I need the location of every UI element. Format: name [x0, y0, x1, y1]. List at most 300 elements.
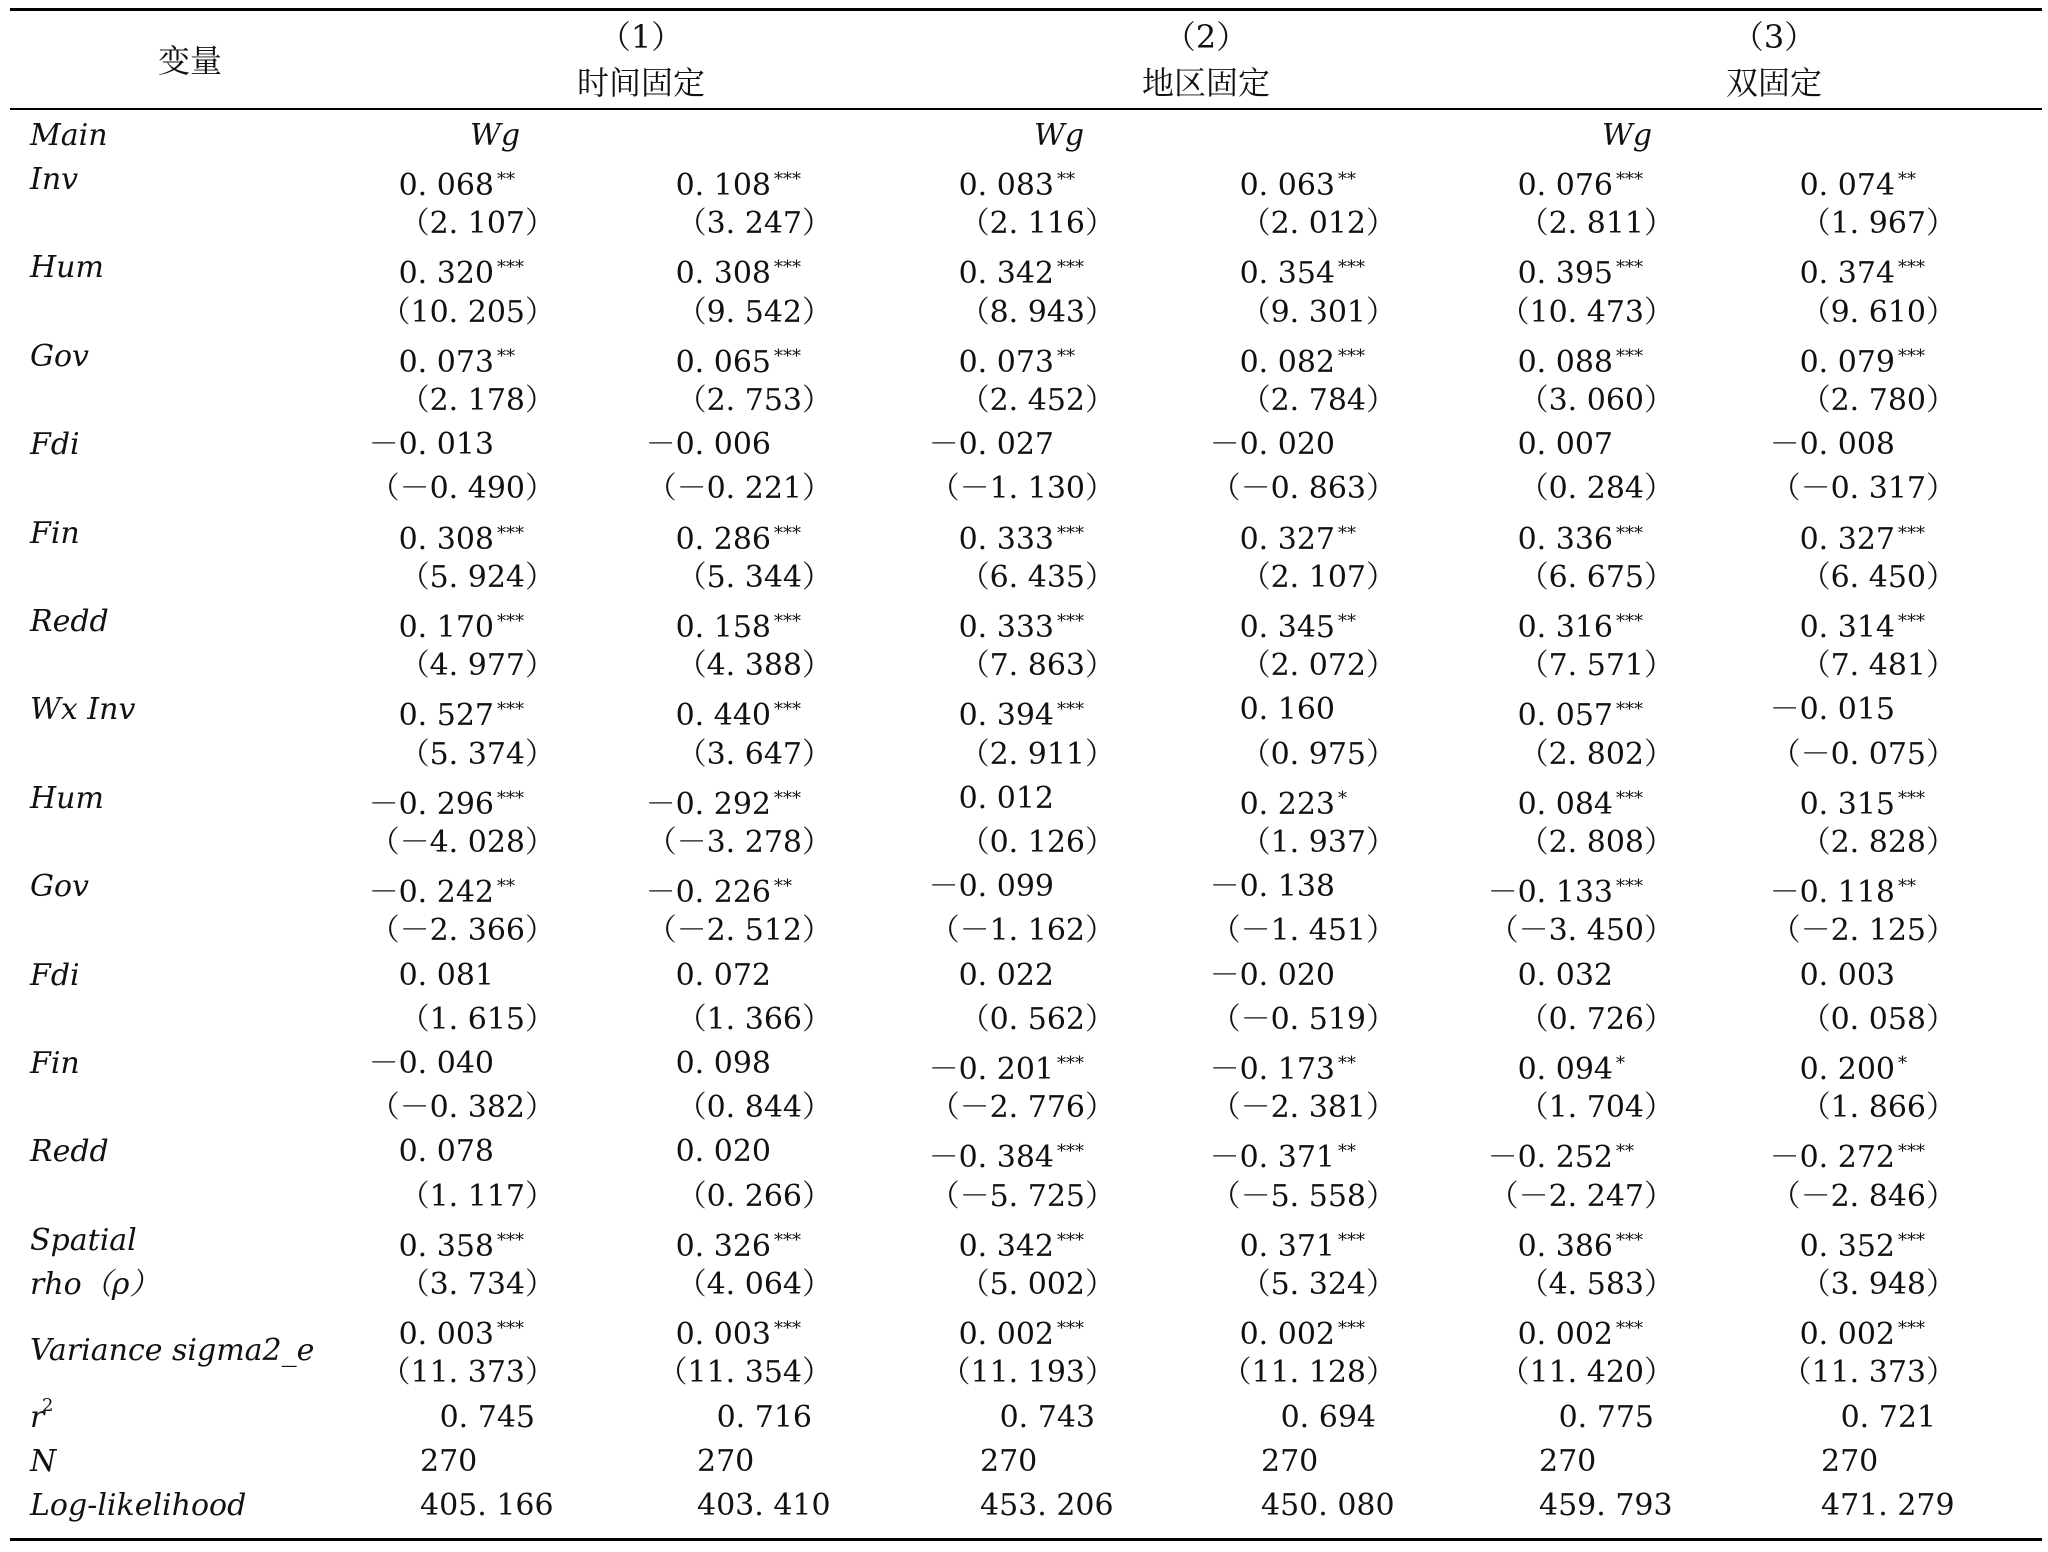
coefficient-value: 0. 002	[1799, 1317, 1895, 1353]
coefficient-cell	[592, 1130, 812, 1174]
standard-error-cell: （－1. 130）	[929, 471, 1115, 507]
coefficient-value: 0. 002	[1517, 1317, 1613, 1353]
coefficient-value: －0. 226	[645, 875, 771, 911]
significance-stars: ***	[1616, 1229, 1643, 1251]
significance-stars: ***	[497, 522, 524, 544]
significance-stars: *	[1338, 787, 1347, 809]
standard-error-cell: （2. 753）	[676, 383, 832, 418]
significance-stars: ***	[497, 1318, 524, 1340]
coefficient-value: 0. 057	[1517, 698, 1613, 734]
standard-error-cell: （1. 366）	[676, 1001, 832, 1037]
significance-stars: **	[497, 169, 515, 190]
standard-error-row	[10, 202, 2042, 246]
standard-error-cell: （9. 542）	[676, 294, 832, 330]
row-label: Hum	[30, 250, 104, 286]
coefficient-cell	[1156, 1307, 1376, 1357]
coefficient-cell	[315, 954, 535, 998]
statistic-cell: 471. 279	[1821, 1488, 1955, 1523]
coefficient-value: 0. 079	[1799, 344, 1895, 380]
coefficient-cell	[1434, 1219, 1654, 1269]
standard-error-cell: （7. 481）	[1800, 648, 1956, 684]
coefficient-value: 0. 308	[398, 521, 494, 557]
standard-error-cell: （－0. 382）	[369, 1090, 555, 1126]
coefficient-cell	[1156, 423, 1376, 467]
standard-error-row	[10, 644, 2042, 688]
standard-error-cell: （2. 802）	[1518, 736, 1674, 772]
coefficient-value: 0. 082	[1239, 344, 1335, 380]
significance-stars: ***	[1898, 522, 1925, 544]
row-label: Log-likelihood	[30, 1488, 247, 1523]
coefficient-cell	[592, 158, 812, 208]
statistic-cell: 270	[420, 1443, 478, 1479]
standard-error-cell: （－2. 381）	[1210, 1090, 1396, 1126]
coefficient-value: －0. 099	[928, 869, 1054, 905]
coefficient-cell	[1716, 600, 1936, 650]
column-label: 双固定	[1725, 64, 1822, 102]
standard-error-cell: （5. 924）	[399, 559, 555, 595]
coefficient-value: －0. 015	[1769, 692, 1895, 728]
standard-error-cell: （5. 324）	[1240, 1267, 1396, 1302]
coefficient-value: 0. 327	[1799, 521, 1895, 557]
standard-error-cell: （1. 937）	[1240, 825, 1396, 860]
standard-error-cell: （3. 247）	[676, 206, 832, 242]
significance-stars: ***	[497, 1229, 524, 1251]
column-number: （3）	[1731, 18, 1817, 56]
standard-error-cell: （0. 058）	[1800, 1001, 1956, 1037]
coefficient-value: 0. 308	[675, 256, 771, 292]
coefficient-value: －0. 006	[645, 427, 771, 463]
coefficient-value: －0. 371	[1209, 1140, 1335, 1176]
coefficient-value: 0. 371	[1239, 1228, 1335, 1264]
standard-error-cell: （1. 615）	[399, 1001, 555, 1037]
significance-stars: **	[1898, 169, 1916, 190]
standard-error-cell: （10. 473）	[1499, 294, 1674, 330]
significance-stars: ***	[1898, 257, 1925, 279]
coefficient-value: 0. 012	[958, 780, 1054, 816]
coefficient-cell	[1716, 512, 1936, 562]
significance-stars: ***	[1616, 1318, 1643, 1340]
significance-stars: ***	[1898, 1318, 1925, 1340]
standard-error-cell: （3. 647）	[676, 736, 832, 772]
coefficient-cell	[1156, 1042, 1376, 1092]
coefficient-cell	[592, 1307, 812, 1357]
coefficient-cell	[1716, 1307, 1936, 1357]
significance-stars: ***	[1616, 522, 1643, 544]
coefficient-cell	[592, 1219, 812, 1269]
standard-error-row	[10, 1351, 2042, 1395]
coefficient-row	[10, 1130, 2042, 1174]
standard-error-row	[10, 467, 2042, 511]
coefficient-value: 0. 316	[1517, 610, 1613, 645]
coefficient-value: －0. 027	[928, 427, 1054, 463]
coefficient-cell	[875, 1130, 1095, 1180]
coefficient-cell	[592, 1042, 812, 1086]
significance-stars: ***	[1616, 787, 1643, 809]
coefficient-value: 0. 342	[958, 1228, 1054, 1264]
standard-error-cell: （2. 116）	[959, 206, 1115, 242]
standard-error-cell: （2. 784）	[1240, 383, 1396, 418]
standard-error-cell: （－3. 450）	[1488, 913, 1674, 949]
coefficient-value: －0. 242	[368, 875, 494, 911]
standard-error-cell: （2. 107）	[399, 206, 555, 242]
standard-error-row	[10, 998, 2042, 1042]
coefficient-value: 0. 088	[1517, 344, 1613, 380]
coefficient-value: 0. 081	[398, 957, 494, 993]
significance-stars: **	[497, 876, 515, 898]
coefficient-cell	[875, 512, 1095, 562]
coefficient-value: －0. 040	[368, 1046, 494, 1081]
statistic-cell: 0. 745	[439, 1399, 535, 1435]
coefficient-cell	[315, 1042, 535, 1086]
column-number: （2）	[1163, 18, 1249, 56]
statistic-row	[10, 1484, 2042, 1528]
significance-stars: ***	[1616, 257, 1643, 279]
significance-stars: ***	[1057, 1141, 1084, 1163]
row-label: Gov	[30, 338, 89, 374]
coefficient-value: 0. 002	[958, 1317, 1054, 1353]
standard-error-cell: （－0. 075）	[1770, 736, 1956, 772]
standard-error-cell: （3. 734）	[399, 1267, 555, 1302]
row-label: Redd	[30, 604, 109, 639]
statistic-cell: 0. 721	[1840, 1399, 1936, 1435]
standard-error-cell: （9. 610）	[1800, 294, 1956, 330]
coefficient-row	[10, 600, 2042, 644]
standard-error-cell: （2. 808）	[1518, 825, 1674, 860]
standard-error-cell: （11. 354）	[657, 1355, 832, 1391]
coefficient-cell	[315, 246, 535, 296]
coefficient-cell	[1434, 423, 1654, 467]
standard-error-cell: （－0. 519）	[1210, 1001, 1396, 1037]
row-label: Spatial	[30, 1222, 137, 1258]
coefficient-row	[10, 246, 2042, 290]
significance-stars: ***	[1338, 257, 1365, 279]
coefficient-value: 0. 068	[398, 168, 494, 203]
statistic-cell: 270	[1821, 1443, 1879, 1479]
statistic-cell: 450. 080	[1261, 1488, 1395, 1523]
statistic-cell: 0. 775	[1558, 1399, 1654, 1435]
coefficient-value: 0. 002	[1239, 1317, 1335, 1353]
standard-error-cell: （2. 107）	[1240, 559, 1396, 595]
coefficient-cell	[1434, 777, 1654, 827]
standard-error-cell: （－2. 846）	[1770, 1178, 1956, 1214]
significance-stars: ***	[1898, 345, 1925, 367]
coefficient-value: －0. 272	[1769, 1140, 1895, 1176]
coefficient-cell	[592, 600, 812, 650]
significance-stars: ***	[1616, 611, 1643, 632]
standard-error-cell: （11. 193）	[940, 1355, 1115, 1391]
coefficient-value: 0. 078	[398, 1134, 494, 1170]
statistic-cell: 0. 694	[1280, 1399, 1376, 1435]
coefficient-cell	[875, 688, 1095, 738]
standard-error-cell: （2. 452）	[959, 383, 1115, 418]
standard-error-cell: （11. 373）	[1781, 1355, 1956, 1391]
coefficient-cell	[1716, 688, 1936, 732]
significance-stars: ***	[774, 1229, 801, 1251]
significance-stars: **	[497, 345, 515, 367]
coefficient-cell	[875, 1219, 1095, 1269]
coefficient-value: 0. 094	[1517, 1052, 1613, 1087]
standard-error-cell: （2. 828）	[1800, 825, 1956, 860]
significance-stars: ***	[1338, 345, 1365, 367]
coefficient-value: －0. 118	[1769, 875, 1895, 911]
standard-error-cell: （4. 583）	[1518, 1267, 1674, 1302]
coefficient-value: －0. 201	[928, 1052, 1054, 1087]
coefficient-row	[10, 423, 2042, 467]
coefficient-cell	[1156, 1219, 1376, 1269]
coefficient-cell	[592, 777, 812, 827]
row-label: Fin	[30, 1046, 80, 1081]
coefficient-cell	[1434, 688, 1654, 738]
coefficient-cell	[592, 865, 812, 915]
standard-error-cell: （7. 863）	[959, 648, 1115, 684]
coefficient-cell	[315, 1130, 535, 1174]
standard-error-row	[10, 909, 2042, 953]
significance-stars: ***	[1338, 1318, 1365, 1340]
row-label: Wx Inv	[30, 692, 136, 728]
standard-error-cell: （－3. 278）	[646, 825, 832, 860]
coefficient-value: 0. 327	[1239, 521, 1335, 557]
coefficient-value: 0. 374	[1799, 256, 1895, 292]
statistic-cell: 270	[697, 1443, 755, 1479]
coefficient-value: 0. 098	[675, 1046, 771, 1081]
standard-error-cell: （－5. 725）	[929, 1178, 1115, 1214]
coefficient-cell	[1434, 1130, 1654, 1180]
significance-stars: **	[1338, 522, 1356, 544]
statistic-cell: 0. 743	[999, 1399, 1095, 1435]
coefficient-row	[10, 688, 2042, 732]
coefficient-cell	[1434, 1307, 1654, 1357]
coefficient-row	[10, 512, 2042, 556]
statistic-cell: 405. 166	[420, 1488, 554, 1523]
coefficient-value: 0. 333	[958, 521, 1054, 557]
row-label: rho（ρ）	[30, 1267, 160, 1302]
group-label: Wg	[1034, 118, 1085, 153]
coefficient-value: 0. 003	[675, 1317, 771, 1353]
variable-header: 变量	[157, 42, 222, 80]
row-label: r	[30, 1399, 45, 1435]
standard-error-cell: （0. 284）	[1518, 471, 1674, 507]
coefficient-row	[10, 335, 2042, 379]
standard-error-cell: （5. 344）	[676, 559, 832, 595]
standard-error-cell: （6. 450）	[1800, 559, 1956, 595]
significance-stars: ***	[1338, 1229, 1365, 1251]
standard-error-cell: （11. 128）	[1221, 1355, 1396, 1391]
standard-error-cell: （－2. 247）	[1488, 1178, 1674, 1214]
standard-error-cell: （0. 562）	[959, 1001, 1115, 1037]
coefficient-value: 0. 072	[675, 957, 771, 993]
row-label: Fdi	[30, 957, 80, 993]
coefficient-cell	[1716, 1130, 1936, 1180]
coefficient-cell	[1716, 158, 1936, 208]
coefficient-cell	[592, 688, 812, 738]
coefficient-cell	[875, 1307, 1095, 1357]
standard-error-cell: （－0. 863）	[1210, 471, 1396, 507]
significance-stars: ***	[1057, 699, 1084, 721]
coefficient-cell	[315, 600, 535, 650]
coefficient-value: 0. 158	[675, 610, 771, 645]
standard-error-cell: （3. 948）	[1800, 1267, 1956, 1302]
significance-stars: ***	[1616, 345, 1643, 367]
standard-error-cell: （11. 420）	[1499, 1355, 1674, 1391]
coefficient-value: 0. 073	[398, 344, 494, 380]
coefficient-value: －0. 138	[1209, 869, 1335, 905]
coefficient-value: 0. 320	[398, 256, 494, 292]
coefficient-cell	[875, 335, 1095, 385]
standard-error-cell: （0. 266）	[676, 1178, 832, 1214]
coefficient-value: 0. 032	[1517, 957, 1613, 993]
standard-error-cell: （－2. 512）	[646, 913, 832, 949]
coefficient-value: 0. 223	[1239, 786, 1335, 822]
coefficient-cell	[1716, 865, 1936, 915]
column-label: 时间固定	[576, 64, 705, 102]
standard-error-cell: （0. 126）	[959, 825, 1115, 860]
coefficient-cell	[592, 423, 812, 467]
statistic-row	[10, 1440, 2042, 1484]
column-label: 地区固定	[1141, 64, 1270, 102]
standard-error-row	[10, 291, 2042, 335]
standard-error-row	[10, 1175, 2042, 1219]
coefficient-cell	[1434, 335, 1654, 385]
coefficient-cell	[1156, 246, 1376, 296]
statistic-cell: 0. 716	[716, 1399, 812, 1435]
standard-error-cell: （9. 301）	[1240, 294, 1396, 330]
coefficient-cell	[315, 777, 535, 827]
standard-error-row	[10, 1086, 2042, 1130]
standard-error-cell: （0. 844）	[676, 1090, 832, 1126]
significance-stars: **	[1338, 169, 1356, 190]
row-label: Gov	[30, 869, 89, 905]
coefficient-cell	[1156, 512, 1376, 562]
standard-error-cell: （0. 726）	[1518, 1001, 1674, 1037]
coefficient-value: 0. 003	[398, 1317, 494, 1353]
group-label: Wg	[470, 118, 521, 153]
coefficient-cell	[315, 865, 535, 915]
header-rule	[10, 108, 2042, 110]
statistic-cell: 270	[1261, 1443, 1319, 1479]
significance-stars: ***	[1616, 876, 1643, 898]
row-label: Variance sigma2_e	[30, 1333, 315, 1369]
coefficient-value: 0. 333	[958, 610, 1054, 645]
significance-stars: ***	[1898, 787, 1925, 809]
coefficient-value: 0. 336	[1517, 521, 1613, 557]
coefficient-cell	[1434, 158, 1654, 208]
statistic-cell: 403. 410	[697, 1488, 831, 1523]
coefficient-cell	[1716, 1042, 1936, 1092]
bottom-rule	[10, 1538, 2042, 1541]
standard-error-cell: （2. 911）	[959, 736, 1115, 772]
coefficient-cell	[592, 335, 812, 385]
standard-error-cell: （－2. 366）	[369, 913, 555, 949]
significance-stars: **	[1057, 169, 1075, 190]
standard-error-cell: （2. 072）	[1240, 648, 1396, 684]
coefficient-cell	[315, 335, 535, 385]
significance-stars: ***	[497, 699, 524, 721]
significance-stars: ***	[1057, 611, 1084, 632]
standard-error-cell: （7. 571）	[1518, 648, 1674, 684]
row-label: Hum	[30, 780, 104, 816]
coefficient-value: 0. 527	[398, 698, 494, 734]
coefficient-value: －0. 133	[1487, 875, 1613, 911]
coefficient-cell	[875, 954, 1095, 998]
row-label: Redd	[30, 1134, 109, 1170]
coefficient-cell	[1434, 1042, 1654, 1092]
significance-stars: *	[1616, 1053, 1625, 1074]
coefficient-value: 0. 200	[1799, 1052, 1895, 1087]
statistic-cell: 453. 206	[980, 1488, 1114, 1523]
coefficient-cell	[1156, 777, 1376, 827]
coefficient-cell	[1716, 777, 1936, 827]
standard-error-cell: （5. 374）	[399, 736, 555, 772]
standard-error-cell: （－5. 558）	[1210, 1178, 1396, 1214]
standard-error-cell: （3. 060）	[1518, 383, 1674, 418]
significance-stars: **	[1057, 345, 1075, 367]
coefficient-cell	[592, 512, 812, 562]
coefficient-value: －0. 013	[368, 427, 494, 463]
main-label: Main	[30, 118, 108, 153]
significance-stars: ***	[1898, 1229, 1925, 1251]
coefficient-row	[10, 158, 2042, 202]
standard-error-cell: （－4. 028）	[369, 825, 555, 860]
coefficient-row	[10, 777, 2042, 821]
standard-error-cell: （－0. 221）	[646, 471, 832, 507]
significance-stars: ***	[774, 611, 801, 632]
coefficient-value: 0. 386	[1517, 1228, 1613, 1264]
standard-error-cell: （－2. 776）	[929, 1090, 1115, 1126]
significance-stars: ***	[497, 787, 524, 809]
standard-error-row	[10, 733, 2042, 777]
significance-stars: ***	[774, 522, 801, 544]
significance-stars: ***	[1057, 1318, 1084, 1340]
coefficient-cell	[875, 1042, 1095, 1092]
coefficient-cell	[315, 1307, 535, 1357]
standard-error-cell: （1. 117）	[399, 1178, 555, 1214]
standard-error-row	[10, 556, 2042, 600]
significance-stars: ***	[1898, 611, 1925, 632]
column-number: （1）	[598, 18, 684, 56]
significance-stars: ***	[1616, 699, 1643, 721]
coefficient-cell	[1716, 954, 1936, 998]
coefficient-value: 0. 003	[1799, 957, 1895, 993]
coefficient-cell	[875, 158, 1095, 208]
coefficient-cell	[1156, 600, 1376, 650]
coefficient-value: 0. 170	[398, 610, 494, 645]
coefficient-value: 0. 352	[1799, 1228, 1895, 1264]
significance-stars: **	[1338, 1053, 1356, 1074]
coefficient-row	[10, 1219, 2042, 1263]
coefficient-cell	[875, 600, 1095, 650]
coefficient-cell	[1716, 246, 1936, 296]
coefficient-cell	[315, 1219, 535, 1269]
significance-stars: **	[1898, 876, 1916, 898]
coefficient-cell	[1156, 1130, 1376, 1180]
coefficient-value: －0. 252	[1487, 1140, 1613, 1176]
coefficient-value: －0. 173	[1209, 1052, 1335, 1087]
significance-stars: ***	[774, 787, 801, 809]
standard-error-cell: （5. 002）	[959, 1267, 1115, 1302]
coefficient-cell	[1434, 865, 1654, 915]
coefficient-value: 0. 314	[1799, 610, 1895, 645]
statistic-row	[10, 1396, 2042, 1440]
significance-stars: **	[1338, 1141, 1356, 1163]
standard-error-cell: （－1. 451）	[1210, 913, 1396, 949]
standard-error-cell: （4. 064）	[676, 1267, 832, 1302]
coefficient-value: －0. 008	[1769, 427, 1895, 463]
coefficient-value: 0. 342	[958, 256, 1054, 292]
coefficient-value: －0. 296	[368, 786, 494, 822]
row-label: Fin	[30, 515, 80, 551]
coefficient-value: 0. 084	[1517, 786, 1613, 822]
coefficient-value: 0. 394	[958, 698, 1054, 734]
